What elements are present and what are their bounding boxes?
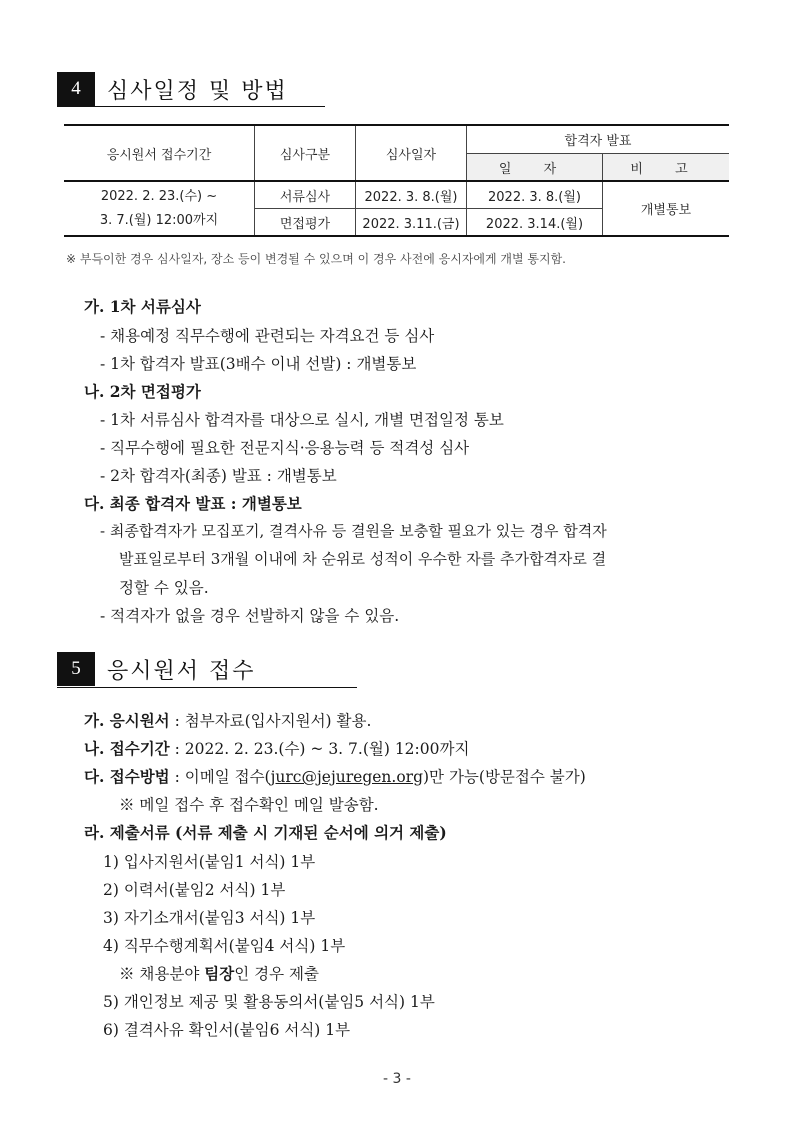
page-number: - 3 - [383,1071,411,1087]
section-5-header [57,652,256,686]
email-link[interactable]: jurc@jejuregen.org [270,768,423,786]
col-announce-header: 합격자 발표 [467,125,730,154]
doc-item-1: 1) 입사지원서(붙임1 서식) 1부 [103,853,316,871]
receipt-line-2: 3. 7.(월) 12:00까지 [99,212,219,228]
row-1-date: 2022. 3. 8.(월) [356,181,467,209]
doc-item-5: 5) 개인정보 제공 및 활용동의서(붙임5 서식) 1부 [103,993,435,1011]
s5-da-note: ※ 메일 접수 후 접수확인 메일 발송함. [119,796,379,814]
na-title: 나. 2차 면접평가 [84,382,201,401]
row-2-announce: 2022. 3.14.(월) [467,209,603,237]
da-item-1: - 최종합격자가 모집포기, 결격사유 등 결원을 보충할 필요가 있는 경우 합격자 [100,522,607,540]
col-type-header: 심사구분 [255,125,356,181]
col-announce-date-header: 일 자 [467,154,603,182]
section-4-number: 4 [57,72,95,106]
receipt-period-cell [64,181,255,236]
s5-ga-text: : 첨부자료(입사지원서) 활용. [169,712,372,730]
section-5-number: 5 [57,652,95,686]
da-item-1-cont2: 정할 수 있음. [119,579,209,597]
schedule-table [64,124,729,237]
row-1-type: 서류심사 [255,181,356,209]
s5-ra-title: 라. 제출서류 (서류 제출 시 기재된 순서에 의거 제출) [84,823,447,842]
doc-item-6: 6) 결격사유 확인서(붙임6 서식) 1부 [103,1021,351,1039]
schedule-footnote: ※ 부득이한 경우 심사일자, 장소 등이 변경될 수 있으며 이 경우 사전에 응시자에게 개별 통지함. [66,252,566,266]
receipt-line-1: 2022. 2. 23.(수) ~ [100,188,218,204]
na-item-2: - 직무수행에 필요한 전문지식·응용능력 등 적격성 심사 [100,439,470,457]
na-item-3: - 2차 합격자(최종) 발표 : 개별통보 [100,467,337,485]
doc-item-4: 4) 직무수행계획서(붙임4 서식) 1부 [103,937,346,955]
col-receipt-header: 응시원서 접수기간 [64,125,255,181]
s5-ga [84,709,371,731]
doc-note-bold: 팀장 [204,964,235,983]
doc-note-post: 인 경우 제출 [234,965,319,983]
s5-na [84,737,469,759]
ga-title: 가. 1차 서류심사 [84,297,201,316]
da-title: 다. 최종 합격자 발표 : 개별통보 [84,494,302,513]
doc-item-2: 2) 이력서(붙임2 서식) 1부 [103,881,286,899]
section-4-header [57,72,288,106]
da-item-2: - 적격자가 없을 경우 선발하지 않을 수 있음. [100,607,400,625]
s5-da-text-post: )만 가능(방문접수 불가) [423,768,586,786]
na-item-1: - 1차 서류심사 합격자를 대상으로 실시, 개별 면접일정 통보 [100,411,504,429]
doc-note-pre: ※ 채용분야 [119,965,205,983]
section-5-rule [57,687,357,688]
ga-item-1: - 채용예정 직무수행에 관련되는 자격요건 등 심사 [100,327,435,345]
doc-note [119,962,319,984]
da-item-1-cont: 발표일로부터 3개월 이내에 차 순위로 성적이 우수한 자를 추가합격자로 결 [119,550,607,568]
s5-da [84,765,586,787]
announce-note-cell: 개별통보 [603,181,730,236]
ga-item-2: - 1차 합격자 발표(3배수 이내 선발) : 개별통보 [100,355,417,373]
row-1-announce: 2022. 3. 8.(월) [467,181,603,209]
row-2-type: 면접평가 [255,209,356,237]
col-date-header: 심사일자 [356,125,467,181]
row-2-date: 2022. 3.11.(금) [356,209,467,237]
s5-ga-label: 가. 응시원서 [84,711,170,730]
section-4-rule [57,106,325,107]
s5-na-label: 나. 접수기간 [84,739,170,758]
section-5-title: 응시원서 접수 [107,658,256,684]
s5-da-label: 다. 접수방법 [84,767,170,786]
s5-da-text-pre: : 이메일 접수( [169,768,271,786]
section-4-title: 심사일정 및 방법 [107,78,288,104]
doc-item-3: 3) 자기소개서(붙임3 서식) 1부 [103,909,316,927]
col-announce-note-header: 비 고 [603,154,730,182]
s5-na-text: : 2022. 2. 23.(수) ~ 3. 7.(월) 12:00까지 [169,740,470,758]
